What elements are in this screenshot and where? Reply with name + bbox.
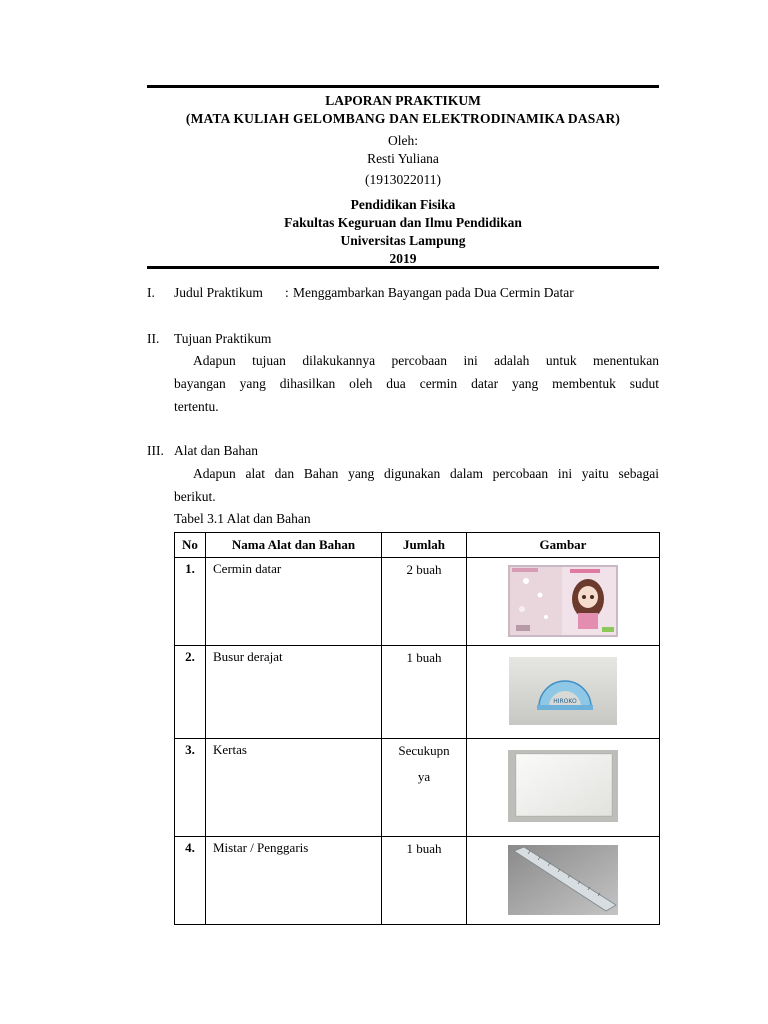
- row-qty-text: Secukupn: [398, 743, 450, 758]
- row-number: 1.: [175, 558, 206, 646]
- student-id: (1913022011): [365, 172, 441, 187]
- row-number: 4.: [175, 837, 206, 925]
- row-name: Mistar / Penggaris: [206, 837, 382, 925]
- table-caption: Tabel 3.1 Alat dan Bahan: [174, 511, 311, 526]
- header-no: No: [175, 533, 206, 558]
- report-title: LAPORAN PRAKTIKUM: [325, 93, 481, 108]
- section-3-number: III.: [147, 443, 164, 458]
- author-name: Resti Yuliana: [367, 151, 439, 166]
- header-image: Gambar: [467, 533, 660, 558]
- row-image-cell: [467, 558, 660, 646]
- university-name: Universitas Lampung: [340, 233, 466, 248]
- section-2-line-1: Adapun tujuan dilakukannya percobaan ini adalah untuk menentukan: [193, 353, 659, 368]
- row-number: 2.: [175, 646, 206, 739]
- section-1-value: Menggambarkan Bayangan pada Dua Cermin Datar: [293, 285, 574, 300]
- row-qty: [382, 558, 467, 646]
- row-qty-text: 1 buah: [406, 841, 442, 856]
- section-2-heading: Tujuan Praktikum: [174, 331, 272, 346]
- section-2-line-3: tertentu.: [174, 399, 219, 414]
- table-row: [175, 558, 660, 646]
- row-qty-text: 2 buah: [406, 562, 442, 577]
- row-name: Kertas: [206, 739, 382, 837]
- row-qty-text: 1 buah: [406, 650, 442, 665]
- ruler-photo: [508, 845, 618, 915]
- section-2-number: II.: [147, 331, 160, 346]
- top-rule: [147, 85, 659, 88]
- mirror-photo: [508, 565, 618, 637]
- course-name: (MATA KULIAH GELOMBANG DAN ELEKTRODINAMIKA DASAR): [185, 111, 621, 126]
- table-row: [175, 837, 660, 925]
- section-3-line-2: berikut.: [174, 489, 216, 504]
- section-1-separator: :: [285, 285, 289, 300]
- section-3-heading: Alat dan Bahan: [174, 443, 258, 458]
- bottom-rule: [147, 266, 659, 269]
- section-1-number: I.: [147, 285, 155, 300]
- table-row: [175, 646, 660, 739]
- row-name: Busur derajat: [206, 646, 382, 739]
- row-qty-text-cont: ya: [417, 769, 431, 784]
- table-row: [175, 739, 660, 837]
- protractor-brand: HIROKO: [553, 698, 577, 705]
- row-image-cell: [467, 646, 660, 739]
- row-qty: [382, 739, 467, 837]
- report-year: 2019: [389, 251, 417, 266]
- tools-table: [174, 532, 660, 925]
- row-qty: [382, 646, 467, 739]
- header-name: Nama Alat dan Bahan: [206, 533, 382, 558]
- row-qty: [382, 837, 467, 925]
- section-2-line-2: bayangan yang dihasilkan oleh dua cermin datar yang membentuk sudut: [174, 376, 659, 391]
- row-name: Cermin datar: [206, 558, 382, 646]
- header-qty: Jumlah: [382, 533, 467, 558]
- section-1-label: Judul Praktikum: [174, 285, 263, 300]
- table-header-row: [175, 533, 660, 558]
- row-image-cell: [467, 837, 660, 925]
- program-name: Pendidikan Fisika: [350, 197, 456, 212]
- row-image-cell: [467, 739, 660, 837]
- paper-photo: [508, 750, 618, 822]
- faculty-name: Fakultas Keguruan dan Ilmu Pendidikan: [284, 215, 522, 230]
- row-number: 3.: [175, 739, 206, 837]
- section-3-line-1: Adapun alat dan Bahan yang digunakan dalam percobaan ini yaitu sebagai: [193, 466, 659, 481]
- protractor-photo: [509, 657, 617, 725]
- by-label: Oleh:: [388, 133, 418, 148]
